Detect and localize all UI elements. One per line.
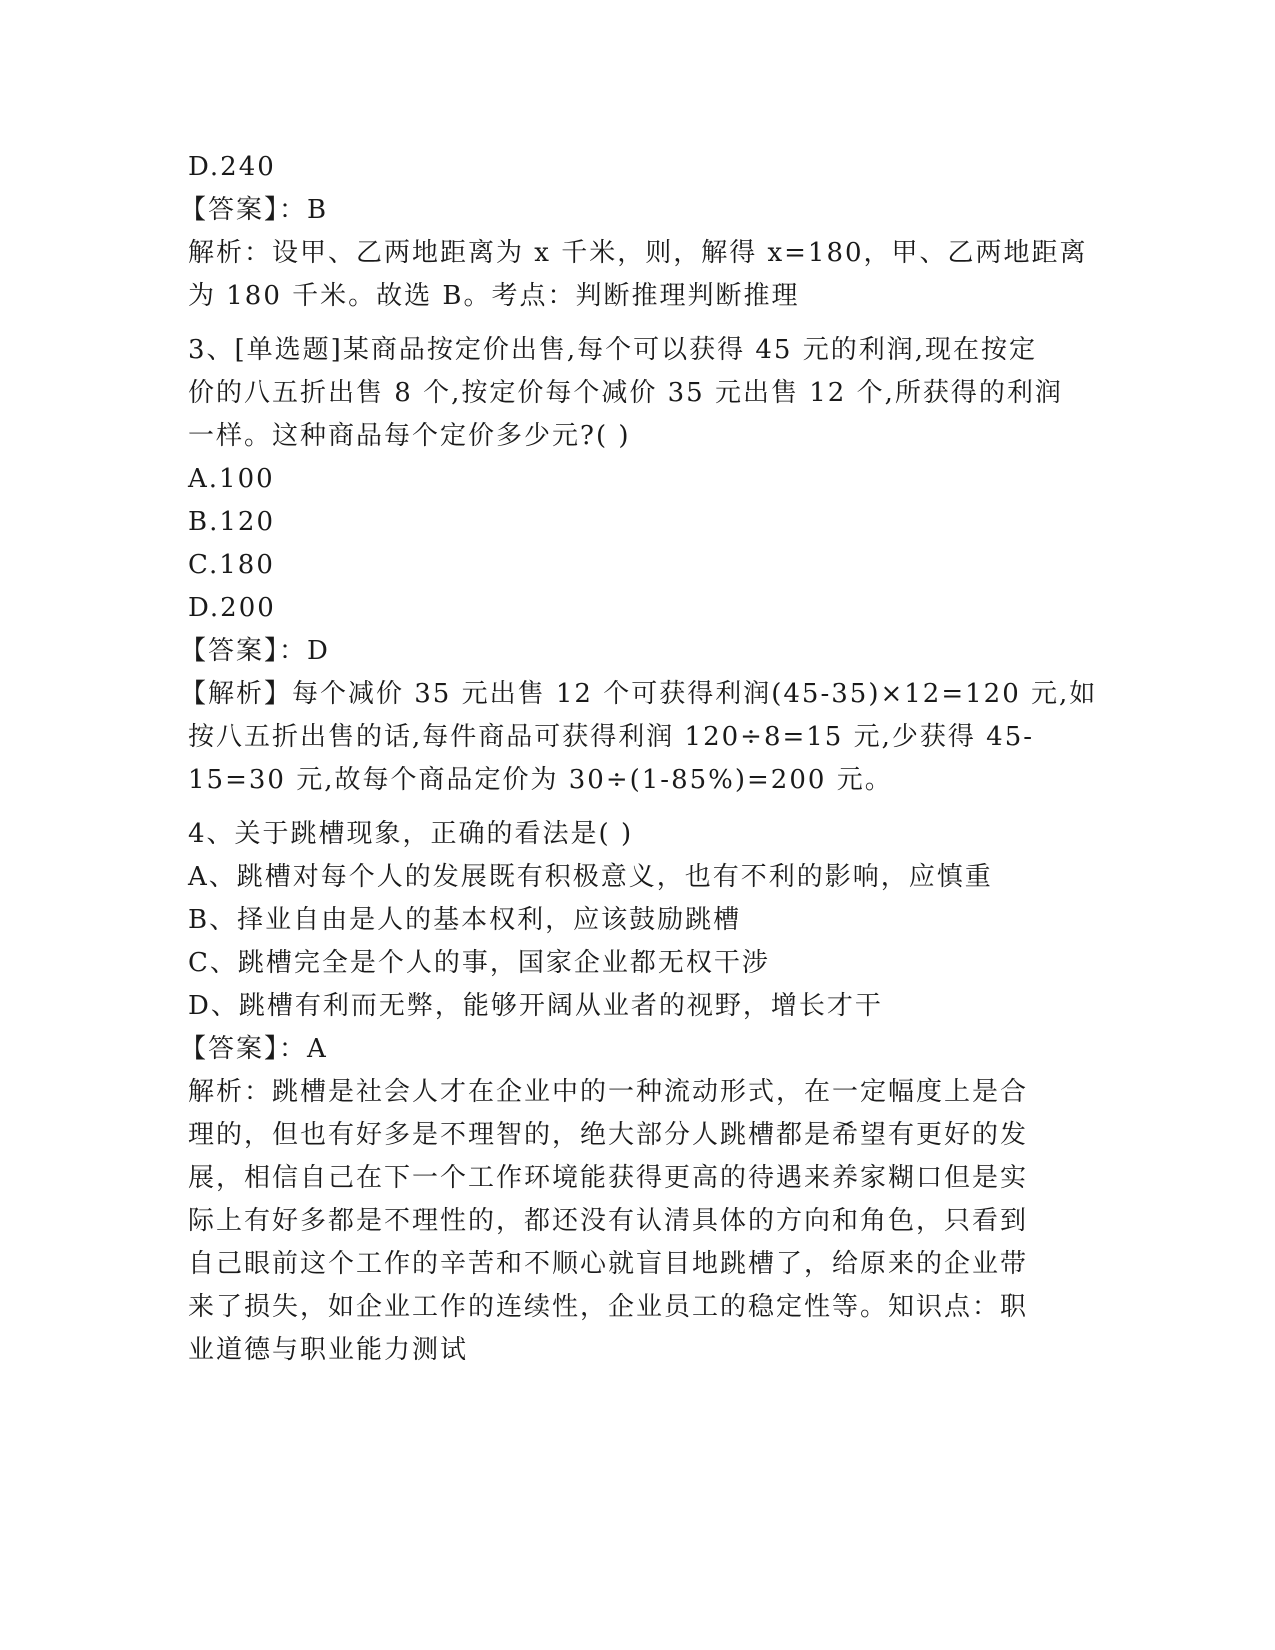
section-gap [188, 802, 1088, 813]
q3-option-b: B.120 [188, 507, 275, 537]
q4-option-c: C、跳槽完全是个人的事，国家企业都无权干涉 [188, 948, 770, 978]
q2-answer: 【答案】：B [180, 195, 329, 225]
q4-option-d: D、跳槽有利而无弊，能够开阔从业者的视野，增长才干 [188, 991, 883, 1021]
q2-option-d: D.240 [188, 152, 276, 182]
section-gap [188, 318, 1088, 329]
q3-stem-line: 一样。这种商品每个定价多少元?( ) [188, 421, 631, 451]
q3-answer: 【答案】：D [180, 636, 330, 666]
q3-analysis-line: 15=30 元,故每个商品定价为 30÷(1-85%)=200 元。 [188, 765, 893, 795]
q4-answer: 【答案】：A [180, 1034, 328, 1064]
q3-analysis-line: 【解析】每个减价 35 元出售 12 个可获得利润(45-35)×12=120 元,如 [180, 679, 1098, 709]
q4-analysis-line: 理的，但也有好多是不理智的，绝大部分人跳槽都是希望有更好的发 [188, 1120, 1029, 1150]
q3-stem-line: 3、[单选题]某商品按定价出售,每个可以获得 45 元的利润,现在按定 [188, 335, 1037, 365]
q4-stem: 4、关于跳槽现象，正确的看法是( ) [188, 819, 634, 849]
q4-analysis-line: 解析：跳槽是社会人才在企业中的一种流动形式，在一定幅度上是合 [188, 1077, 1029, 1107]
q4-analysis-line: 来了损失，如企业工作的连续性，企业员工的稳定性等。知识点：职 [188, 1292, 1029, 1322]
q4-analysis-line: 自己眼前这个工作的辛苦和不顺心就盲目地跳槽了，给原来的企业带 [188, 1249, 1029, 1279]
q3-option-c: C.180 [188, 550, 275, 580]
document-content [180, 146, 1098, 1372]
q3-analysis-line: 按八五折出售的话,每件商品可获得利润 120÷8=15 元,少获得 45- [188, 722, 1035, 752]
q2-analysis-line: 解析：设甲、乙两地距离为 x 千米，则，解得 x=180，甲、乙两地距离 [188, 238, 1088, 268]
q4-option-b: B、择业自由是人的基本权利，应该鼓励跳槽 [188, 905, 742, 935]
q3-option-a: A.100 [188, 464, 275, 494]
q3-stem-line: 价的八五折出售 8 个,按定价每个减价 35 元出售 12 个,所获得的利润 [188, 378, 1063, 408]
q4-analysis-line: 际上有好多都是不理性的，都还没有认清具体的方向和角色，只看到 [188, 1206, 1029, 1236]
q2-analysis-line: 为 180 千米。故选 B。考点：判断推理判断推理 [188, 281, 800, 311]
q4-analysis-line: 业道德与职业能力测试 [188, 1335, 469, 1365]
q4-option-a: A、跳槽对每个人的发展既有积极意义，也有不利的影响，应慎重 [188, 862, 993, 892]
q4-analysis-line: 展，相信自己在下一个工作环境能获得更高的待遇来养家糊口但是实 [188, 1163, 1029, 1193]
q3-option-d: D.200 [188, 593, 276, 623]
